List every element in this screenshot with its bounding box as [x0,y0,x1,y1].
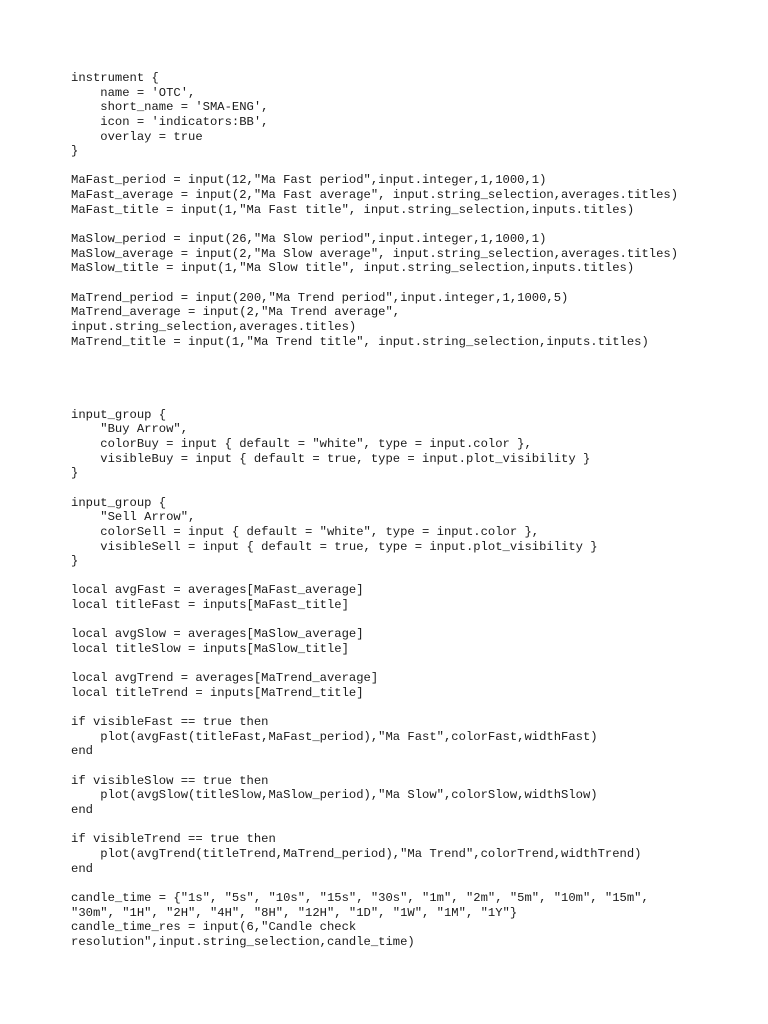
code-line: local avgFast = averages[MaFast_average] [71,583,364,598]
code-line: colorSell = input { default = "white", type = input.color }, [71,524,540,539]
code-line: "Buy Arrow", [71,422,189,437]
code-line [71,217,761,232]
code-line [71,759,761,774]
code-line: input.string_selection,averages.titles) [71,319,357,334]
code-line [71,364,761,379]
code-line: plot(avgTrend(titleTrend,MaTrend_period),"Ma Trend",colorTrend,widthTrend) [71,846,642,861]
code-line: MaFast_period = input(12,"Ma Fast period",input.integer,1,1000,1) [71,173,547,188]
code-line [71,569,761,584]
code-line: visibleSell = input { default = true, type = input.plot_visibility } [71,539,598,554]
code-line: end [71,861,93,876]
code-line [71,393,761,408]
code-line: if visibleFast == true then [71,715,269,730]
code-line: short_name = 'SMA-ENG', [71,100,269,115]
code-line: local titleFast = inputs[MaFast_title] [71,598,349,613]
code-line: } [71,466,79,481]
code-line: local titleTrend = inputs[MaTrend_title] [71,685,364,700]
code-line: } [71,144,79,159]
code-line: resolution",input.string_selection,candle_time) [71,934,415,949]
code-line: plot(avgSlow(titleSlow,MaSlow_period),"Ma Slow",colorSlow,widthSlow) [71,788,598,803]
code-line: MaTrend_title = input(1,"Ma Trend title", input.string_selection,inputs.titles) [71,334,649,349]
code-line [71,876,761,891]
code-line [71,378,761,393]
code-line: MaFast_average = input(2,"Ma Fast average", input.string_selection,averages.titles) [71,188,679,203]
code-line: icon = 'indicators:BB', [71,114,269,129]
code-line: candle_time_res = input(6,"Candle check [71,920,357,935]
code-line: plot(avgFast(titleFast,MaFast_period),"Ma Fast",colorFast,widthFast) [71,729,598,744]
code-line: "Sell Arrow", [71,510,196,525]
code-line: end [71,803,93,818]
code-line [71,349,761,364]
code-line: MaSlow_period = input(26,"Ma Slow period",input.integer,1,1000,1) [71,232,547,247]
code-line: local titleSlow = inputs[MaSlow_title] [71,641,349,656]
code-line: local avgTrend = averages[MaTrend_average] [71,671,379,686]
code-line [71,159,761,174]
code-line: instrument { [71,71,159,85]
code-line: } [71,554,79,569]
code-line: local avgSlow = averages[MaSlow_average] [71,627,364,642]
code-line: input_group { [71,407,167,422]
code-line: MaSlow_title = input(1,"Ma Slow title", input.string_selection,inputs.titles) [71,261,635,276]
code-line: visibleBuy = input { default = true, type = input.plot_visibility } [71,451,591,466]
code-line [71,481,761,496]
code-line [71,657,761,672]
code-line: MaFast_title = input(1,"Ma Fast title", input.string_selection,inputs.titles) [71,202,635,217]
code-line: MaTrend_average = input(2,"Ma Trend average", [71,305,401,320]
code-line: end [71,744,93,759]
code-line: colorBuy = input { default = "white", type = input.color }, [71,437,532,452]
code-line: name = 'OTC', [71,85,196,100]
code-line: input_group { [71,495,167,510]
code-line: candle_time = {"1s", "5s", "10s", "15s", "30s", "1m", "2m", "5m", "10m", "15m", [71,890,649,905]
code-line: if visibleSlow == true then [71,773,269,788]
code-line: overlay = true [71,129,203,144]
code-line: if visibleTrend == true then [71,832,276,847]
code-line [71,276,761,291]
code-line: MaTrend_period = input(200,"Ma Trend period",input.integer,1,1000,5) [71,290,569,305]
code-block [71,71,761,949]
code-line [71,701,761,716]
code-line: MaSlow_average = input(2,"Ma Slow average", input.string_selection,averages.titles) [71,246,679,261]
code-line [71,818,761,833]
code-line [71,613,761,628]
code-line: "30m", "1H", "2H", "4H", "8H", "12H", "1D", "1W", "1M", "1Y"} [71,905,518,920]
